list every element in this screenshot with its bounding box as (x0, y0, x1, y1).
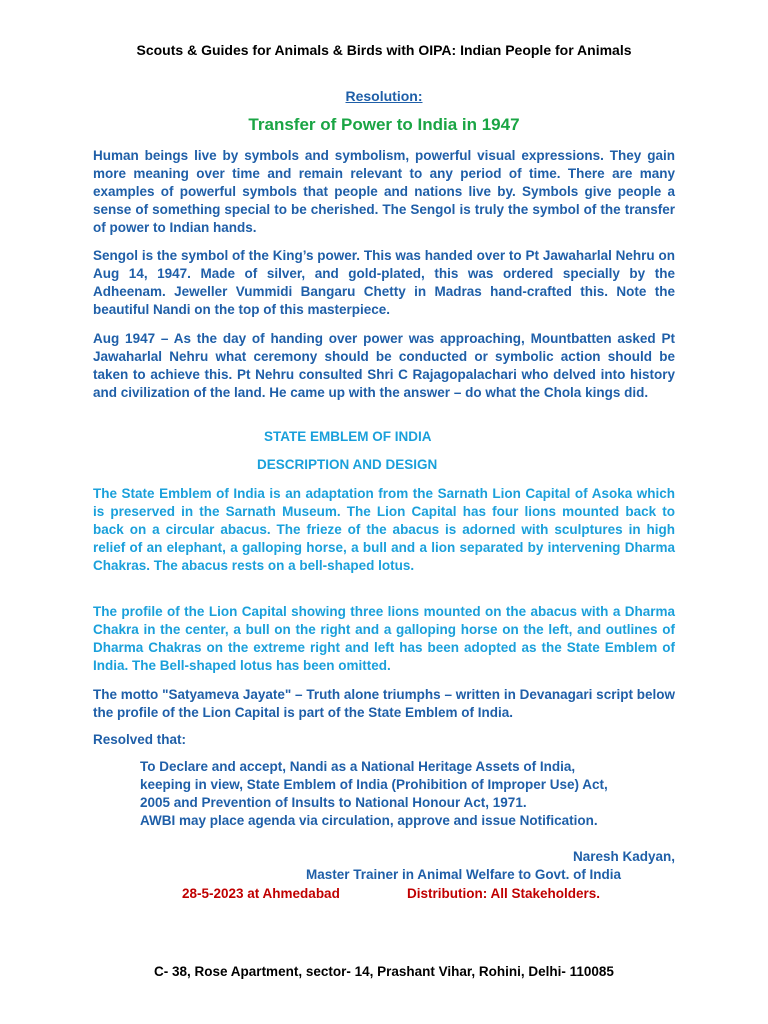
document-title: Transfer of Power to India in 1947 (248, 115, 520, 134)
date-place: 28-5-2023 at Ahmedabad (182, 886, 340, 901)
signatory-role: Master Trainer in Animal Welfare to Govt. of India (306, 867, 622, 882)
footer-address: C- 38, Rose Apartment, sector- 14, Prashant Vihar, Rohini, Delhi- 110085 (154, 964, 614, 979)
resolution-body (140, 758, 675, 830)
paragraph-lion-capital-profile: The profile of the Lion Capital showing three lions mounted on the abacus with a Dharma Chakra in the center, a bull on the right and a galloping horse on the left, and outlines of Dharma Chakras on the extreme right and left has been adopted as the State Emblem of India. The Bell-shaped lotus has been omitted. (93, 604, 675, 673)
paragraph-symbolism: Human beings live by symbols and symbolism, powerful visual expressions. They gain more meaning over time and remain relevant to any period of time. There are many examples of powerful symbols that people and nations live by. Symbols give people a sense of something special to be cherished. The Sengol is truly the symbol of the transfer of power to Indian hands. (93, 148, 675, 235)
document-header: Scouts & Guides for Animals & Birds with OIPA: Indian People for Animals (136, 42, 632, 58)
resolution-line: 2005 and Prevention of Insults to National Honour Act, 1971. (140, 795, 527, 810)
signatory-name: Naresh Kadyan, (572, 849, 675, 864)
resolution-line: To Declare and accept, Nandi as a National Heritage Assets of India, (140, 759, 576, 774)
paragraph-emblem-adaptation: The State Emblem of India is an adaptation from the Sarnath Lion Capital of Asoka which is preserved in the Sarnath Museum. The Lion Capital has four lions mounted back to back on a circular abacus. The frieze of the abacus is adorned with sculptures in high relief of an elephant, a galloping horse, a bull and a lion separated by intervening Dharma Chakras. The abacus rests on a bell-shaped lotus. (93, 486, 675, 573)
resolution-label: Resolution: (345, 88, 423, 104)
paragraph-motto: The motto "Satyameva Jayate" – Truth alone triumphs – written in Devanagari script below the profile of the Lion Capital is part of the State Emblem of India. (93, 687, 675, 720)
heading-state-emblem: STATE EMBLEM OF INDIA (264, 429, 432, 444)
paragraph-aug-1947: Aug 1947 – As the day of handing over power was approaching, Mountbatten asked Pt Jawaharlal Nehru what ceremony should be conducted or symbolic action should be taken to achieve this. Pt Nehru consulted Shri C Rajagopalachari who delved into history and civilization of the land. He came up with the answer – do what the Chola kings did. (93, 331, 675, 400)
distribution-note: Distribution: All Stakeholders. (407, 886, 601, 901)
resolution-line: keeping in view, State Emblem of India (Prohibition of Improper Use) Act, (140, 777, 608, 792)
heading-description-design: DESCRIPTION AND DESIGN (257, 457, 438, 472)
paragraph-sengol: Sengol is the symbol of the King’s power. This was handed over to Pt Jawaharlal Nehru on Aug 14, 1947. Made of silver, and gold-plated, this was ordered specially by the Adheenam. Jeweller Vummidi Bangaru Chetty in Madras hand-crafted this. Note the beautiful Nandi on the top of this masterpiece. (93, 248, 675, 317)
resolution-line: AWBI may place agenda via circulation, approve and issue Notification. (140, 813, 598, 828)
resolved-label: Resolved that: (93, 732, 187, 747)
